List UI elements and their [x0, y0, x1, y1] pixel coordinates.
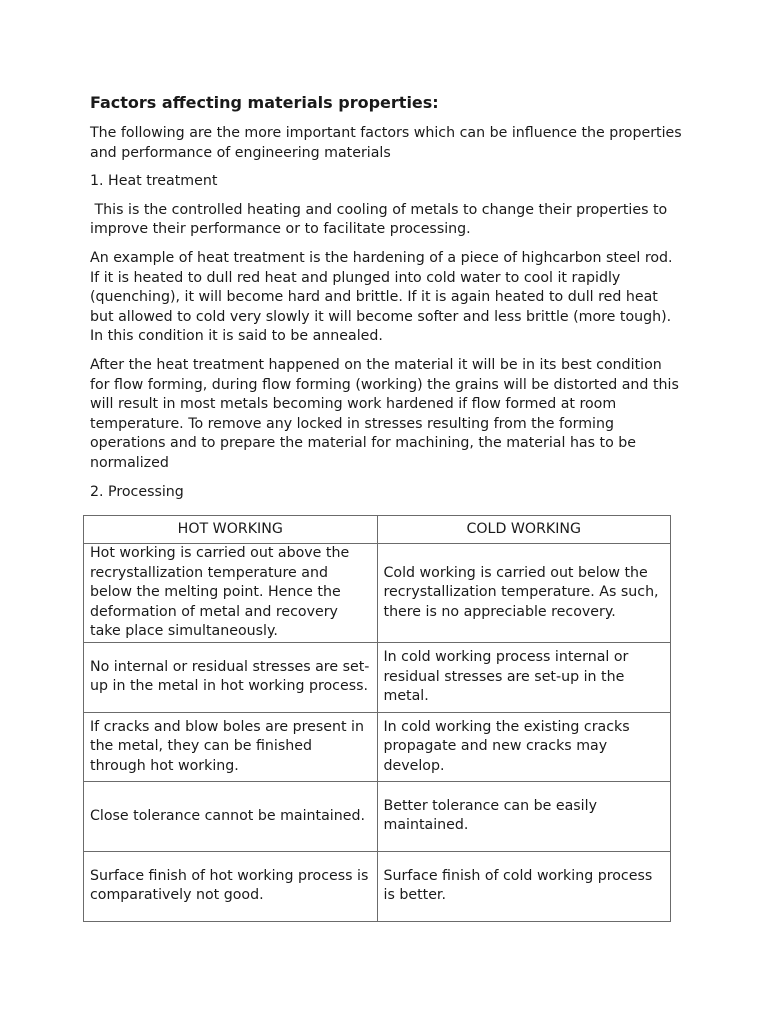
table-row — [84, 642, 671, 712]
document-title: Factors affecting materials properties: — [90, 93, 439, 112]
cold-working-cell: Cold working is carried out below the recrystallization temperature. As such, there is no appreciable recovery. — [377, 544, 671, 643]
intro-paragraph: The following are the more important factors which can be influence the properties and performance of engineering materials — [90, 125, 682, 161]
document-body — [90, 92, 682, 511]
heat-treatment-definition: This is the controlled heating and cooling of metals to change their properties to improve their performance or to facilitate processing. — [90, 201, 672, 238]
cold-working-cell: Surface finish of cold working process is better. — [377, 851, 671, 921]
hot-working-cell: Hot working is carried out above the recrystallization temperature and below the melting point. Hence the deformation of metal and recovery take place simultaneously. — [84, 544, 378, 643]
hot-working-cell: No internal or residual stresses are set-up in the metal in hot working process. — [84, 642, 378, 712]
hot-working-cell: Close tolerance cannot be maintained. — [84, 781, 378, 851]
cold-working-cell: Better tolerance can be easily maintained. — [377, 781, 671, 851]
table-row — [84, 851, 671, 921]
column-header-cold-working: COLD WORKING — [377, 516, 671, 544]
table-row — [84, 781, 671, 851]
section-heading-processing: 2. Processing — [90, 483, 184, 500]
heat-treatment-example: An example of heat treatment is the hardening of a piece of highcarbon steel rod. If it is heated to dull red heat and plunged into cold water to cool it rapidly (quenching), it will become hard and brittle. If it is again heated to dull red heat but allowed to cold very slowly it will become softer and less brittle (more tough). In this condition it is said to be annealed. — [90, 249, 673, 345]
hot-working-cell: If cracks and blow boles are present in the metal, they can be finished through hot working. — [84, 712, 378, 781]
table-header-row — [84, 516, 671, 544]
cold-working-cell: In cold working process internal or residual stresses are set-up in the metal. — [377, 642, 671, 712]
section-heading-heat-treatment: 1. Heat treatment — [90, 173, 218, 190]
hot-vs-cold-working-table — [83, 515, 671, 922]
table-row — [84, 712, 671, 781]
hot-working-cell: Surface finish of hot working process is comparatively not good. — [84, 851, 378, 921]
table-row — [84, 544, 671, 643]
cold-working-cell: In cold working the existing cracks propagate and new cracks may develop. — [377, 712, 671, 781]
column-header-hot-working: HOT WORKING — [84, 516, 378, 544]
heat-treatment-normalizing: After the heat treatment happened on the material it will be in its best condition for flow forming, during flow forming (working) the grains will be distorted and this will result in most metals becoming work hardened if flow formed at room temperature. To remove any locked in stresses resulting from the forming operations and to prepare the material for machining, the material has to be normalized — [90, 356, 679, 471]
